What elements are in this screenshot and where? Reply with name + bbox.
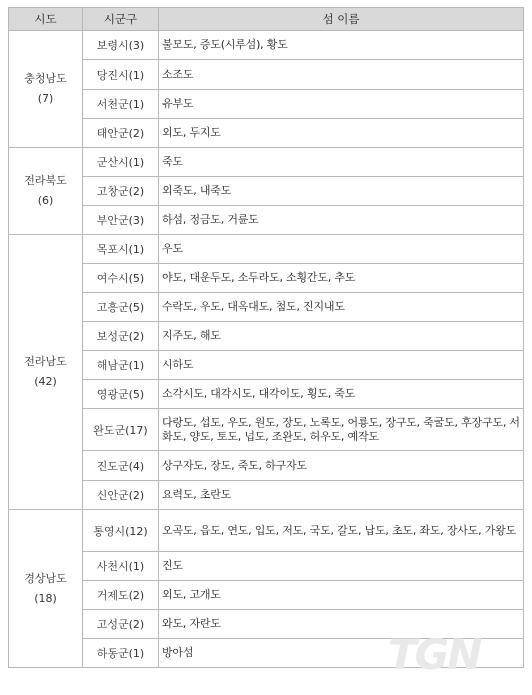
island-names-cell: 다랑도, 섭도, 우도, 원도, 장도, 노록도, 어룡도, 장구도, 죽굴도, 후장구도, 서화도, 양도, 토도, 넙도, 조완도, 허우도, 예작도 [159, 409, 524, 451]
region-count: (42) [34, 375, 57, 388]
table-row [9, 148, 524, 177]
table-row [9, 639, 524, 668]
island-names-cell: 외죽도, 내죽도 [159, 177, 524, 206]
table-row [9, 510, 524, 552]
region-cell [9, 235, 83, 510]
island-names-cell: 요력도, 초란도 [159, 481, 524, 510]
sigungu-cell: 여수시(5) [83, 264, 159, 293]
island-names-cell: 상구자도, 장도, 죽도, 하구자도 [159, 451, 524, 481]
region-cell [9, 31, 83, 148]
sigungu-cell: 목포시(1) [83, 235, 159, 264]
table-row [9, 481, 524, 510]
island-names-cell: 유부도 [159, 90, 524, 119]
island-names-cell: 진도 [159, 552, 524, 581]
sigungu-cell: 신안군(2) [83, 481, 159, 510]
island-names-cell: 죽도 [159, 148, 524, 177]
region-cell [9, 148, 83, 235]
header-sigungu: 시군구 [83, 8, 159, 31]
region-count: (18) [34, 591, 57, 605]
sigungu-cell: 보성군(2) [83, 322, 159, 351]
sigungu-cell: 서천군(1) [83, 90, 159, 119]
table-row [9, 264, 524, 293]
sigungu-cell: 하동군(1) [83, 639, 159, 668]
sigungu-cell: 보령시(3) [83, 31, 159, 60]
island-names-cell: 지주도, 해도 [159, 322, 524, 351]
region-name: 전라남도 [24, 355, 67, 368]
island-names-cell: 시하도 [159, 351, 524, 380]
region-name: 충청남도 [24, 72, 67, 85]
island-names-cell: 오곡도, 읍도, 연도, 입도, 저도, 국도, 갈도, 납도, 초도, 좌도, 장사도, 가왕도 [159, 510, 524, 552]
sigungu-cell: 해남군(1) [83, 351, 159, 380]
sigungu-cell: 거제도(2) [83, 581, 159, 610]
island-names-cell: 하섬, 정금도, 거륜도 [159, 206, 524, 235]
table-row [9, 451, 524, 481]
table-row [9, 610, 524, 639]
island-names-cell: 야도, 대운두도, 소두라도, 소횡간도, 추도 [159, 264, 524, 293]
island-names-cell: 소조도 [159, 60, 524, 90]
sigungu-cell: 태안군(2) [83, 119, 159, 148]
watermark-logo: TGN [388, 630, 481, 679]
table-row [9, 119, 524, 148]
sigungu-cell: 통영시(12) [83, 510, 159, 552]
island-names-cell: 소각시도, 대각시도, 대각이도, 횡도, 죽도 [159, 380, 524, 409]
sigungu-cell: 부안군(3) [83, 206, 159, 235]
table-row [9, 380, 524, 409]
table-row [9, 581, 524, 610]
island-names-cell: 외도, 두지도 [159, 119, 524, 148]
island-names-cell: 수락도, 우도, 대옥대도, 첨도, 진지내도 [159, 293, 524, 322]
island-names-cell: 방아섬 [159, 639, 524, 668]
sigungu-cell: 고창군(2) [83, 177, 159, 206]
region-cell [9, 510, 83, 668]
sigungu-cell: 사천시(1) [83, 552, 159, 581]
table-row [9, 235, 524, 264]
table-row [9, 552, 524, 581]
table-row [9, 351, 524, 380]
table-row [9, 206, 524, 235]
table-row [9, 322, 524, 351]
table-row [9, 293, 524, 322]
table-row [9, 177, 524, 206]
island-names-cell: 불모도, 증도(시루섬), 황도 [159, 31, 524, 60]
sigungu-cell: 고성군(2) [83, 610, 159, 639]
table-header-row [9, 8, 524, 31]
region-name: 경상남도 [24, 571, 67, 585]
sigungu-cell: 고흥군(5) [83, 293, 159, 322]
region-count: (6) [37, 194, 54, 207]
sigungu-cell: 완도군(17) [83, 409, 159, 451]
sigungu-cell: 군산시(1) [83, 148, 159, 177]
island-names-cell: 우도 [159, 235, 524, 264]
table-row [9, 31, 524, 60]
sigungu-cell: 영광군(5) [83, 380, 159, 409]
region-count: (7) [37, 92, 54, 105]
table-row [9, 60, 524, 90]
region-name: 전라북도 [24, 174, 67, 187]
island-names-cell: 외도, 고개도 [159, 581, 524, 610]
islands-table [8, 7, 524, 668]
header-sido: 시도 [9, 8, 83, 31]
sigungu-cell: 진도군(4) [83, 451, 159, 481]
island-names-cell: 와도, 자란도 [159, 610, 524, 639]
sigungu-cell: 당진시(1) [83, 60, 159, 90]
header-islands: 섬 이름 [159, 8, 524, 31]
table-row [9, 409, 524, 451]
table-row [9, 90, 524, 119]
